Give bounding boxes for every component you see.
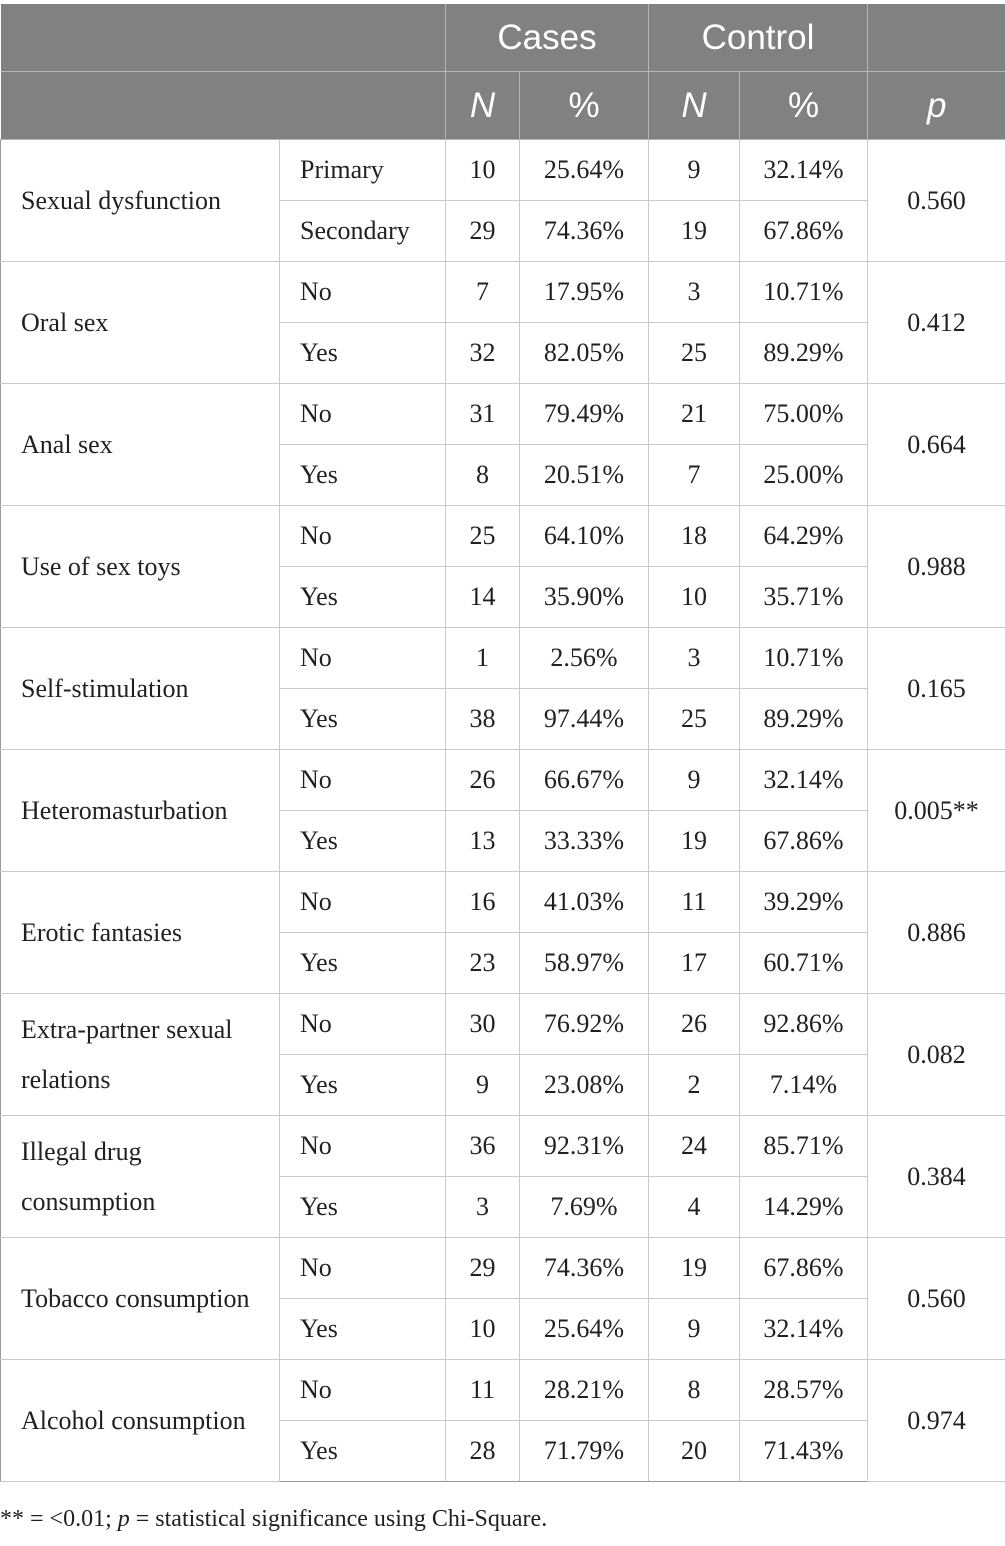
cases-pct-cell: 7.69% — [520, 1177, 649, 1238]
table-row — [1, 994, 1005, 1055]
footnote — [0, 1506, 547, 1533]
cases-pct-cell: 28.21% — [520, 1360, 649, 1421]
footnote-text: = statistical significance using Chi-Square. — [129, 1506, 548, 1532]
level-cell: Yes — [280, 323, 446, 384]
table-row — [1, 1116, 1005, 1177]
control-n-cell: 19 — [649, 201, 740, 262]
variable-cell: Tobacco consumption — [1, 1238, 280, 1360]
level-cell: No — [280, 994, 446, 1055]
p-value-cell: 0.005** — [868, 750, 1005, 872]
cases-pct-cell: 64.10% — [520, 506, 649, 567]
header-blank-cell-2 — [1, 72, 446, 140]
header-cases-pct: % — [520, 72, 649, 140]
cases-n-cell: 13 — [446, 811, 520, 872]
table-header — [1, 4, 1005, 140]
cases-n-cell: 29 — [446, 1238, 520, 1299]
p-value-cell: 0.664 — [868, 384, 1005, 506]
p-value-cell: 0.165 — [868, 628, 1005, 750]
p-value-cell: 0.988 — [868, 506, 1005, 628]
control-pct-cell: 14.29% — [740, 1177, 868, 1238]
variable-cell: Alcohol consumption — [1, 1360, 280, 1482]
header-control-n: N — [649, 72, 740, 140]
control-n-cell: 11 — [649, 872, 740, 933]
variable-cell: Illegal drug consumption — [1, 1116, 280, 1238]
table-row — [1, 872, 1005, 933]
cases-pct-cell: 82.05% — [520, 323, 649, 384]
table-row — [1, 140, 1005, 201]
control-pct-cell: 67.86% — [740, 201, 868, 262]
control-pct-cell: 39.29% — [740, 872, 868, 933]
cases-n-cell: 11 — [446, 1360, 520, 1421]
cases-n-cell: 26 — [446, 750, 520, 811]
header-p: p — [868, 72, 1005, 140]
control-n-cell: 3 — [649, 262, 740, 323]
cases-pct-cell: 97.44% — [520, 689, 649, 750]
control-pct-cell: 35.71% — [740, 567, 868, 628]
control-n-cell: 18 — [649, 506, 740, 567]
p-value-cell: 0.560 — [868, 140, 1005, 262]
control-n-cell: 21 — [649, 384, 740, 445]
table-row — [1, 1238, 1005, 1299]
cases-n-cell: 10 — [446, 1299, 520, 1360]
cases-pct-cell: 76.92% — [520, 994, 649, 1055]
level-cell: No — [280, 1238, 446, 1299]
control-pct-cell: 10.71% — [740, 628, 868, 689]
cases-pct-cell: 74.36% — [520, 1238, 649, 1299]
footnote-p-symbol: p — [117, 1506, 130, 1532]
header-row-groups — [1, 4, 1005, 72]
level-cell: Yes — [280, 445, 446, 506]
cases-n-cell: 38 — [446, 689, 520, 750]
cases-pct-cell: 74.36% — [520, 201, 649, 262]
control-n-cell: 2 — [649, 1055, 740, 1116]
cases-pct-cell: 20.51% — [520, 445, 649, 506]
level-cell: No — [280, 1116, 446, 1177]
variable-cell: Self-stimulation — [1, 628, 280, 750]
cases-n-cell: 32 — [446, 323, 520, 384]
cases-n-cell: 9 — [446, 1055, 520, 1116]
control-pct-cell: 32.14% — [740, 1299, 868, 1360]
cases-n-cell: 25 — [446, 506, 520, 567]
control-n-cell: 20 — [649, 1421, 740, 1482]
table-row — [1, 750, 1005, 811]
header-row-subcols — [1, 72, 1005, 140]
cases-pct-cell: 71.79% — [520, 1421, 649, 1482]
control-pct-cell: 32.14% — [740, 750, 868, 811]
control-pct-cell: 64.29% — [740, 506, 868, 567]
variable-cell: Use of sex toys — [1, 506, 280, 628]
header-control-pct: % — [740, 72, 868, 140]
level-cell: Yes — [280, 1055, 446, 1116]
control-pct-cell: 67.86% — [740, 811, 868, 872]
cases-pct-cell: 41.03% — [520, 872, 649, 933]
cases-n-cell: 23 — [446, 933, 520, 994]
level-cell: No — [280, 750, 446, 811]
cases-n-cell: 8 — [446, 445, 520, 506]
level-cell: No — [280, 872, 446, 933]
p-value-cell: 0.560 — [868, 1238, 1005, 1360]
variable-cell: Sexual dysfunction — [1, 140, 280, 262]
control-pct-cell: 85.71% — [740, 1116, 868, 1177]
cases-n-cell: 16 — [446, 872, 520, 933]
cases-n-cell: 29 — [446, 201, 520, 262]
level-cell: No — [280, 384, 446, 445]
level-cell: No — [280, 1360, 446, 1421]
level-cell: Yes — [280, 811, 446, 872]
control-n-cell: 25 — [649, 323, 740, 384]
cases-n-cell: 31 — [446, 384, 520, 445]
header-blank-cell — [1, 4, 446, 72]
control-n-cell: 25 — [649, 689, 740, 750]
cases-n-cell: 14 — [446, 567, 520, 628]
variable-cell: Extra-partner sexual relations — [1, 994, 280, 1116]
cases-pct-cell: 23.08% — [520, 1055, 649, 1116]
table-row — [1, 384, 1005, 445]
p-value-cell: 0.974 — [868, 1360, 1005, 1482]
level-cell: Yes — [280, 1421, 446, 1482]
control-pct-cell: 10.71% — [740, 262, 868, 323]
level-cell: Yes — [280, 1299, 446, 1360]
control-n-cell: 9 — [649, 750, 740, 811]
control-n-cell: 17 — [649, 933, 740, 994]
control-pct-cell: 89.29% — [740, 689, 868, 750]
variable-cell: Anal sex — [1, 384, 280, 506]
control-n-cell: 19 — [649, 1238, 740, 1299]
control-n-cell: 19 — [649, 811, 740, 872]
control-pct-cell: 28.57% — [740, 1360, 868, 1421]
cases-pct-cell: 35.90% — [520, 567, 649, 628]
control-n-cell: 9 — [649, 140, 740, 201]
table-row — [1, 1360, 1005, 1421]
header-p-blank — [868, 4, 1005, 72]
cases-pct-cell: 25.64% — [520, 140, 649, 201]
control-pct-cell: 60.71% — [740, 933, 868, 994]
level-cell: No — [280, 506, 446, 567]
control-pct-cell: 75.00% — [740, 384, 868, 445]
footnote-stars: ** = <0.01; — [0, 1506, 118, 1532]
control-n-cell: 4 — [649, 1177, 740, 1238]
cases-pct-cell: 33.33% — [520, 811, 649, 872]
cases-n-cell: 30 — [446, 994, 520, 1055]
control-pct-cell: 25.00% — [740, 445, 868, 506]
level-cell: Yes — [280, 689, 446, 750]
level-cell: No — [280, 262, 446, 323]
cases-pct-cell: 25.64% — [520, 1299, 649, 1360]
p-value-cell: 0.886 — [868, 872, 1005, 994]
header-control: Control — [649, 4, 868, 72]
variable-cell: Heteromasturbation — [1, 750, 280, 872]
table-row — [1, 262, 1005, 323]
cases-n-cell: 28 — [446, 1421, 520, 1482]
p-value-cell: 0.082 — [868, 994, 1005, 1116]
header-cases: Cases — [446, 4, 649, 72]
control-n-cell: 8 — [649, 1360, 740, 1421]
cases-pct-cell: 17.95% — [520, 262, 649, 323]
level-cell: Secondary — [280, 201, 446, 262]
cases-n-cell: 36 — [446, 1116, 520, 1177]
cases-n-cell: 3 — [446, 1177, 520, 1238]
cases-pct-cell: 66.67% — [520, 750, 649, 811]
p-value-cell: 0.412 — [868, 262, 1005, 384]
cases-pct-cell: 58.97% — [520, 933, 649, 994]
control-pct-cell: 89.29% — [740, 323, 868, 384]
control-n-cell: 9 — [649, 1299, 740, 1360]
level-cell: Primary — [280, 140, 446, 201]
control-n-cell: 3 — [649, 628, 740, 689]
control-pct-cell: 32.14% — [740, 140, 868, 201]
variable-cell: Oral sex — [1, 262, 280, 384]
table-body — [1, 140, 1005, 1482]
cases-n-cell: 10 — [446, 140, 520, 201]
data-table — [0, 4, 1005, 1482]
control-n-cell: 7 — [649, 445, 740, 506]
level-cell: Yes — [280, 567, 446, 628]
level-cell: Yes — [280, 933, 446, 994]
table-row — [1, 628, 1005, 689]
header-cases-n: N — [446, 72, 520, 140]
control-pct-cell: 71.43% — [740, 1421, 868, 1482]
control-n-cell: 26 — [649, 994, 740, 1055]
control-n-cell: 24 — [649, 1116, 740, 1177]
control-pct-cell: 67.86% — [740, 1238, 868, 1299]
variable-cell: Erotic fantasies — [1, 872, 280, 994]
control-pct-cell: 92.86% — [740, 994, 868, 1055]
cases-n-cell: 7 — [446, 262, 520, 323]
cases-n-cell: 1 — [446, 628, 520, 689]
control-n-cell: 10 — [649, 567, 740, 628]
cases-pct-cell: 79.49% — [520, 384, 649, 445]
level-cell: No — [280, 628, 446, 689]
table-row — [1, 506, 1005, 567]
p-value-cell: 0.384 — [868, 1116, 1005, 1238]
control-pct-cell: 7.14% — [740, 1055, 868, 1116]
level-cell: Yes — [280, 1177, 446, 1238]
cases-pct-cell: 92.31% — [520, 1116, 649, 1177]
cases-pct-cell: 2.56% — [520, 628, 649, 689]
